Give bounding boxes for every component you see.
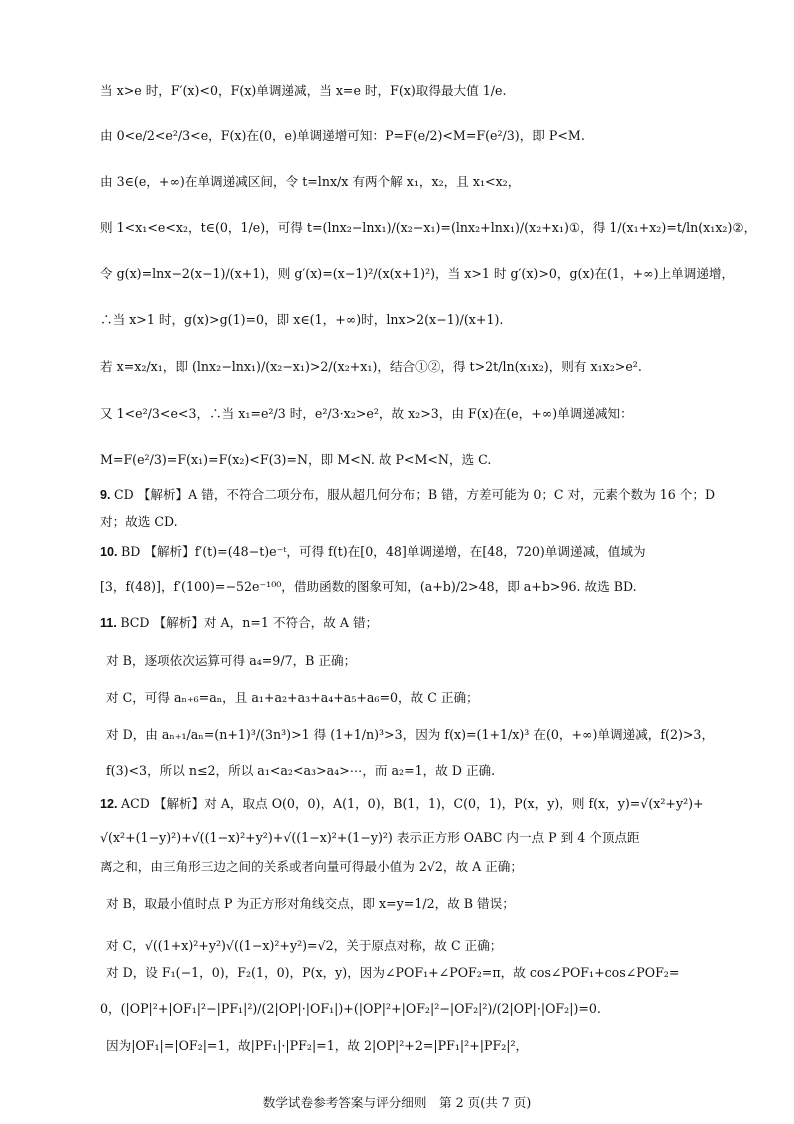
line-text: BD 【解析】f′(t)=(48−t)e⁻ᵗ，可得 f(t)在[0，48]单调递增，在[48，720)单调递减，值域为 <box>121 544 646 559</box>
text-line <box>106 895 515 912</box>
text-line <box>106 937 502 954</box>
line-text: 对；故选 CD. <box>100 514 178 529</box>
line-text: [3，f(48)]，f′(100)=−52e⁻¹⁰⁰，借助函数的图象可知，(a+b)/2>48，即 a+b>96. 故选 BD. <box>100 579 637 594</box>
text-line <box>100 858 523 875</box>
line-text: CD 【解析】A 错，不符合二项分布，服从超几何分布；B 错，方差可能为 0；C 对，元素个数为 16 个；D <box>114 487 716 502</box>
line-text: ACD 【解析】对 A，取点 O(0，0)，A(1，0)，B(1，1)，C(0，1)，P(x，y)，则 f(x，y)=√(x²+y²)+ <box>121 796 704 811</box>
text-line <box>100 311 503 328</box>
text-line <box>100 127 585 144</box>
text-line <box>100 82 506 99</box>
page-footer: 数学试卷参考答案与评分细则 第 2 页(共 7 页) <box>262 1095 532 1110</box>
question-number: 9. <box>100 488 115 502</box>
line-text: 0，(|OP|²+|OF₁|²−|PF₁|²)/(2|OP|·|OF₁|)+(|OP|²+|OF₂|²−|OF₂|²)/(2|OP|·|OF₂|)=0. <box>100 1001 601 1016</box>
text-line <box>106 689 479 706</box>
text-line <box>100 405 633 422</box>
line-text: √(x²+(1−y)²)+√((1−x)²+y²)+√((1−x)²+(1−y)²) 表示正方形 OABC 内一点 P 到 4 个顶点距 <box>100 830 640 845</box>
text-line <box>100 543 646 561</box>
line-text: 对 B，取最小值时点 P 为正方形对角线交点，即 x=y=1/2，故 B 错误； <box>106 896 515 911</box>
question-number: 11. <box>100 616 121 630</box>
line-text: 对 B，逐项依次运算可得 a₄=9/7，B 正确； <box>106 653 357 668</box>
text-line <box>100 173 520 190</box>
question-number: 10. <box>100 545 122 559</box>
line-text: 对 C，√((1+x)²+y²)√((1−x)²+y²)=√2，关于原点对称，故 C 正确； <box>106 938 503 953</box>
text-line <box>100 829 640 846</box>
line-text: 当 x>e 时，F′(x)<0，F(x)单调递减，当 x=e 时，F(x)取得最大值 1/e. <box>100 83 507 98</box>
line-text: BCD 【解析】对 A，n=1 不符合，故 A 错； <box>120 615 379 630</box>
line-text: 由 3∈(e，+∞)在单调递减区间，令 t=lnx/x 有两个解 x₁，x₂，且 x₁<x₂， <box>100 174 521 189</box>
text-line <box>100 795 704 813</box>
text-line <box>100 486 715 504</box>
line-text: M=F(e²/3)=F(x₁)=F(x₂)<F(3)=N，即 M<N. 故 P<M<N，选 C. <box>100 452 492 467</box>
text-line <box>100 265 734 282</box>
text-line <box>106 726 714 743</box>
line-text: 对 C，可得 aₙ₊₆=aₙ，且 a₁+a₂+a₃+a₄+a₅+a₆=0，故 C 正确； <box>106 690 479 705</box>
line-text: 又 1<e²/3<e<3，∴当 x₁=e²/3 时，e²/3·x₂>e²，故 x₂>3，由 F(x)在(e，+∞)单调递减知： <box>100 406 633 421</box>
line-text: 离之和，由三角形三边之间的关系或者向量可得最小值为 2√2，故 A 正确； <box>100 859 523 874</box>
line-text: 对 D，由 aₙ₊₁/aₙ=(n+1)³/(3n³)>1 得 (1+1/n)³>3，因为 f(x)=(1+1/x)³ 在(0，+∞)单调递减，f(2)>3， <box>106 727 715 742</box>
text-line <box>100 578 637 595</box>
text-line <box>106 1037 528 1054</box>
question-number: 12. <box>100 797 122 811</box>
text-line <box>100 1000 601 1017</box>
text-line <box>100 614 378 632</box>
text-line <box>106 652 356 669</box>
line-text: ∴当 x>1 时，g(x)>g(1)=0，即 x∈(1，+∞)时，lnx>2(x−1)/(x+1). <box>100 312 504 327</box>
text-line <box>106 964 679 981</box>
text-line <box>100 451 491 468</box>
text-line <box>100 358 642 375</box>
text-line <box>100 219 756 236</box>
line-text: 令 g(x)=lnx−2(x−1)/(x+1)，则 g′(x)=(x−1)²/(x(x+1)²)，当 x>1 时 g′(x)>0，g(x)在(1，+∞)上单调递增， <box>100 266 735 281</box>
text-line <box>106 762 495 779</box>
line-text: 对 D，设 F₁(−1，0)，F₂(1，0)，P(x，y)，因为∠POF₁+∠POF₂=π，故 cos∠POF₁+cos∠POF₂= <box>106 965 680 980</box>
line-text: 由 0<e/2<e²/3<e，F(x)在(0，e)单调递增可知：P=F(e/2)<M=F(e²/3)，即 P<M. <box>100 128 585 143</box>
line-text: f(3)<3，所以 n≤2，所以 a₁<a₂<a₃>a₄>⋯，而 a₂=1，故 D 正确. <box>106 763 496 778</box>
text-line <box>100 513 178 530</box>
line-text: 因为|OF₁|=|OF₂|=1，故|PF₁|·|PF₂|=1，故 2|OP|²+2=|PF₁|²+|PF₂|²， <box>106 1038 529 1053</box>
line-text: 则 1<x₁<e<x₂，t∈(0，1/e)，可得 t=(lnx₂−lnx₁)/(x₂−x₁)=(lnx₂+lnx₁)/(x₂+x₁)①，得 1/(x₁+x₂)=t/ln(x₁x₂)②， <box>100 220 757 235</box>
line-text: 若 x=x₂/x₁，即 (lnx₂−lnx₁)/(x₂−x₁)>2/(x₂+x₁)，结合①②，得 t>2t/ln(x₁x₂)，则有 x₁x₂>e². <box>100 359 642 374</box>
